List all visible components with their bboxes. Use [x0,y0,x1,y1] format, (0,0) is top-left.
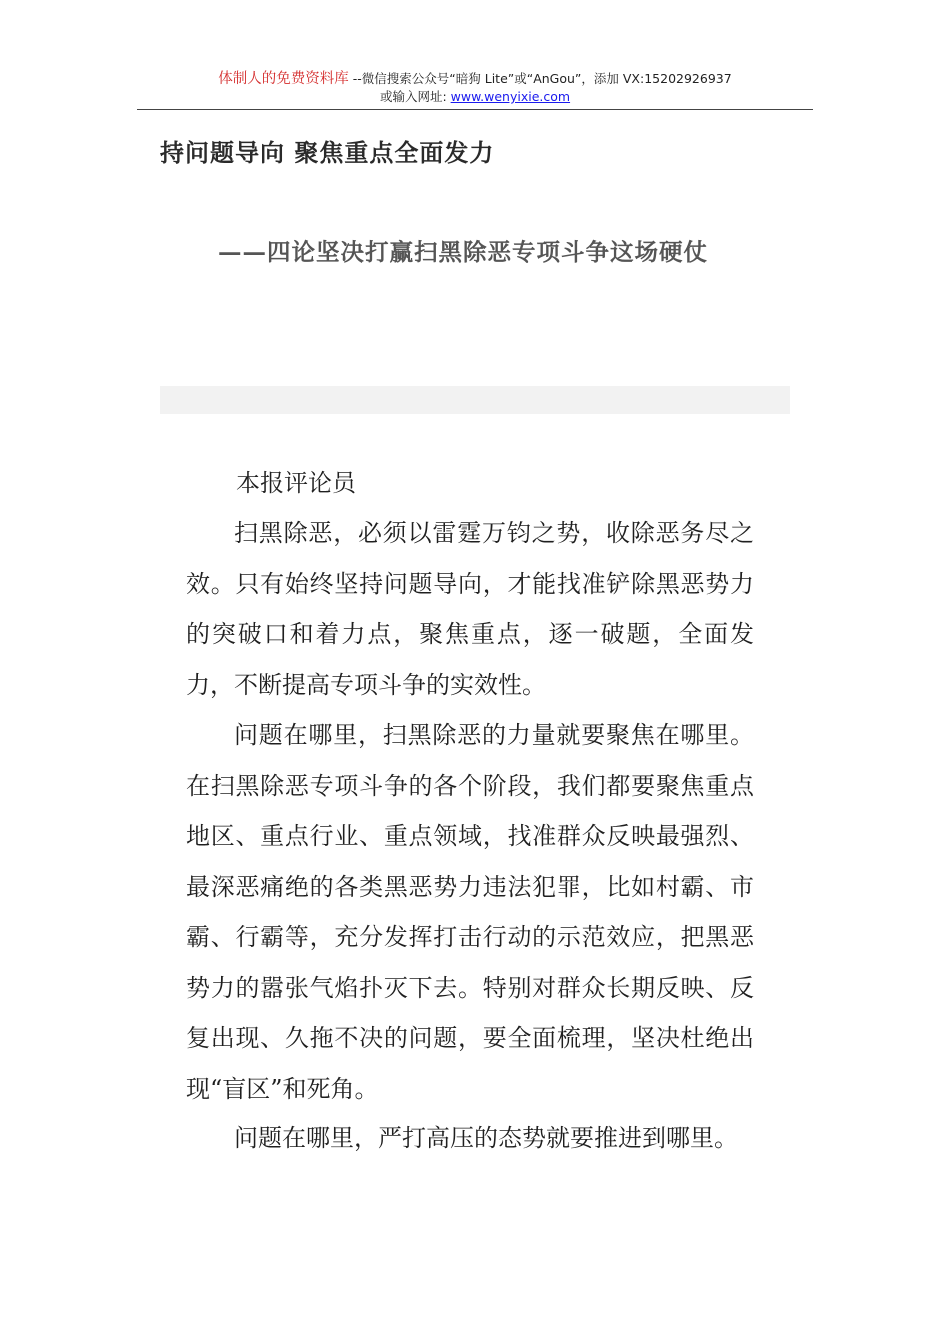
article-subtitle: ——四论坚决打赢扫黑除恶专项斗争这场硬仗 [218,238,708,266]
paragraph-2: 问题在哪里，扫黑除恶的力量就要聚焦在哪里。在扫黑除恶专项斗争的各个阶段，我们都要聚焦重点地区、重点行业、重点领域，找准群众反映最强烈、最深恶痛绝的各类黑恶势力违法犯罪，比如村霸、市霸、行霸等，充分发挥打击行动的示范效应，把黑恶势力的嚣张气焰扑灭下去。特别对群众长期反映、反复出现、久拖不决的问题，要全面梳理，坚决杜绝出现“盲区”和死角。 [186,721,754,1103]
paragraph-1: 扫黑除恶，必须以雷霆万钧之势，收除恶务尽之效。只有始终坚持问题导向，才能找准铲除黑恶势力的突破口和着力点，聚焦重点，逐一破题，全面发力，不断提高专项斗争的实效性。 [186,519,754,699]
byline: 本报评论员 [236,469,356,497]
website-link[interactable]: www.wenyixie.com [450,89,571,104]
paragraph-3: 问题在哪里，严打高压的态势就要推进到哪里。 [234,1124,738,1152]
article-title: 持问题导向 聚焦重点全面发力 [160,138,495,167]
separator-bar [160,386,790,414]
header-divider [137,109,813,110]
header-line-1 [137,70,813,88]
header-line-2 [137,88,813,106]
site-name: 体制人的免费资料库 [218,71,349,87]
wechat-info: --微信搜索公众号“暗狗 Lite”或“AnGou”，添加 VX:15202926937 [348,71,732,86]
url-label: 或输入网址: [379,89,451,104]
page-header [137,70,813,106]
